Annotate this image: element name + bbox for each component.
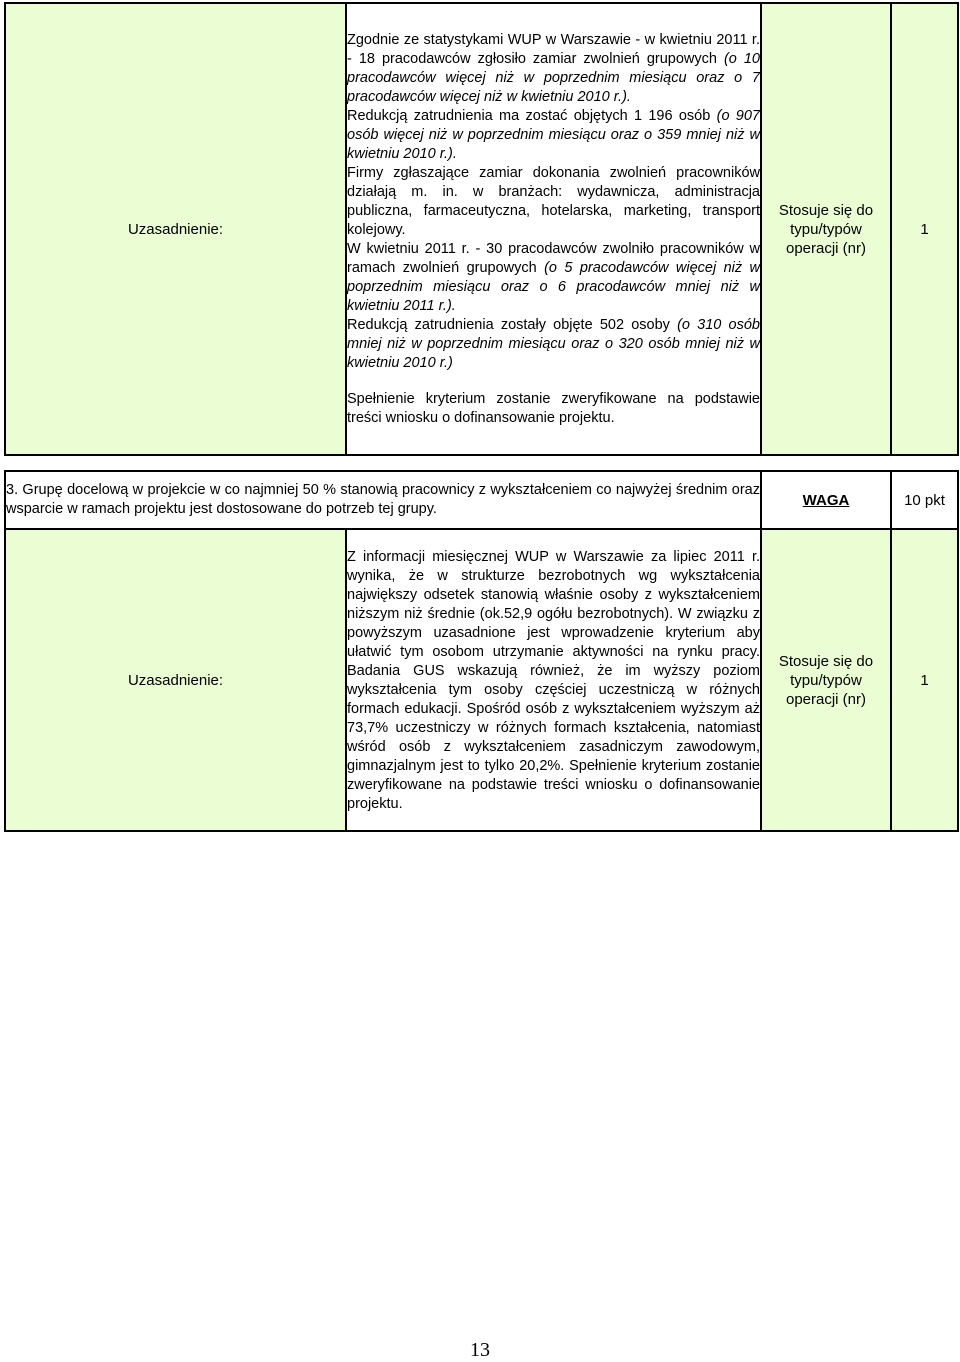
text-span-italic: (o 10 pracodawców więcej niż w poprzednim miesiącu oraz o 7 pracodawców więcej niż w kwietniu 2010 r.). xyxy=(347,50,760,105)
spacer xyxy=(347,373,760,390)
justification-label: Uzasadnienie: xyxy=(5,3,346,455)
text-span-italic: (o 5 pracodawców więcej niż w poprzednim miesiącu oraz o 6 pracodawców mniej niż w kwietniu 2011 r.). xyxy=(347,259,760,314)
text-span: Redukcją zatrudnienia zostały objęte 502 osoby xyxy=(347,316,678,333)
criteria-table xyxy=(4,2,959,832)
paragraph xyxy=(347,240,760,316)
weight-label: WAGA xyxy=(761,471,891,529)
criterion-row xyxy=(5,471,958,529)
paragraph xyxy=(347,316,760,373)
table-spacer xyxy=(5,455,958,471)
text-span: Redukcją zatrudnienia ma zostać objętych 1 196 osób xyxy=(347,107,717,124)
text-span: Zgodnie ze statystykami WUP w Warszawie - w kwietniu 2011 r. - 18 pracodawców zgłosiło zamiar zwolnień grupowych xyxy=(347,31,760,67)
spacer-cell xyxy=(5,455,958,471)
text-span: W kwietniu 2011 r. - 30 pracodawców zwolniło pracowników w ramach zwolnień grupowych xyxy=(347,240,760,276)
page-number: 13 xyxy=(470,1339,490,1361)
justification-text xyxy=(346,3,761,455)
text-span-italic: (o 310 osób mniej niż w poprzednim miesiącu oraz o 320 osób mniej niż w kwietniu 2010 r.) xyxy=(347,316,760,371)
paragraph: Spełnienie kryterium zostanie zweryfikowane na podstawie treści wniosku o dofinansowanie projektu. xyxy=(347,390,760,426)
paragraph xyxy=(347,31,760,107)
weight-value: 10 pkt xyxy=(891,471,958,529)
justification-row-1 xyxy=(5,3,958,455)
text-span-italic: (o 907 osób więcej niż w poprzednim miesiącu oraz o 359 mniej niż w kwietniu 2010 r.). xyxy=(347,107,760,162)
justification-label: Uzasadnienie: xyxy=(5,529,346,831)
applies-to-label: Stosuje się do typu/typów operacji (nr) xyxy=(761,529,891,831)
paragraph xyxy=(347,107,760,164)
justification-row-2 xyxy=(5,529,958,831)
criterion-text: 3. Grupę docelową w projekcie w co najmniej 50 % stanowią pracownicy z wykształceniem co najwyżej średnim oraz wsparcie w ramach projektu jest dostosowane do potrzeb tej grupy. xyxy=(5,471,761,529)
justification-text: Z informacji miesięcznej WUP w Warszawie za lipiec 2011 r. wynika, że w strukturze bezrobotnych wg wykształcenia największy odsetek stanowią właśnie osoby z wykształceniem niższym niż średnie (ok.52,9 ogółu bezrobotnych). W związku z powyższym uzasadnione jest wprowadzenie kryterium aby ułatwić tym osobom utrzymanie aktywności na rynku pracy. Badania GUS wskazują również, że im wyższy poziom wykształcenia tym osoby częściej uczestniczą w różnych formach edukacji. Spośród osób z wykształceniem wyższym aż 73,7% uczestniczy w różnych formach kształcenia, natomiast wśród osób z wykształceniem zasadniczym zawodowym, gimnazjalnym jest to tylko 20,2%. Spełnienie kryterium zostanie zweryfikowane na podstawie treści wniosku o dofinansowanie projektu. xyxy=(346,529,761,831)
applies-to-value: 1 xyxy=(891,3,958,455)
applies-to-label: Stosuje się do typu/typów operacji (nr) xyxy=(761,3,891,455)
applies-to-value: 1 xyxy=(891,529,958,831)
paragraph: Firmy zgłaszające zamiar dokonania zwolnień pracowników działają m. in. w branżach: wydawnicza, administracja publiczna, farmaceutyczna, hotelarska, marketing, transport kolejowy. xyxy=(347,164,760,238)
